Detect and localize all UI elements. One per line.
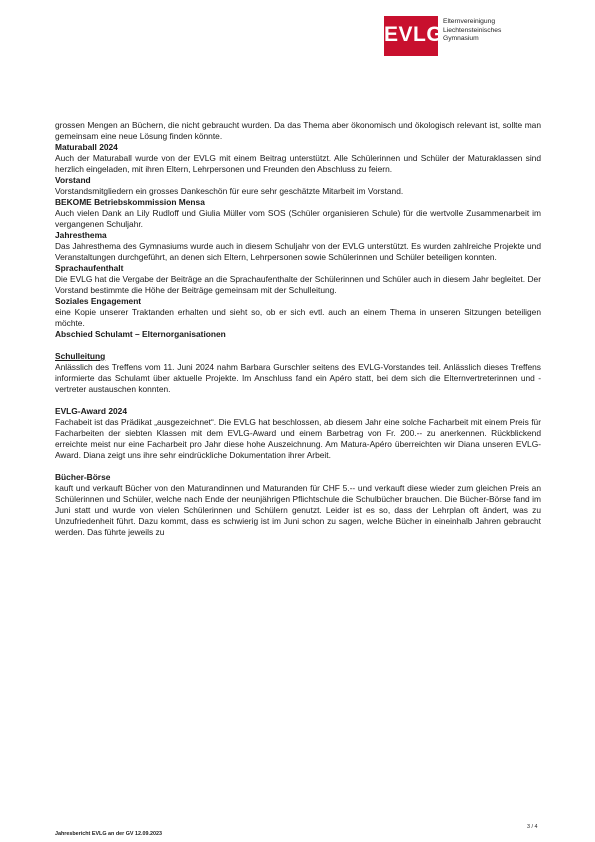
paragraph-schulleitung: Anlässlich des Treffens vom 11. Juni 2024 nahm Barbara Gurschler seitens des EVLG-Vorstandes teil. Anlässlich dieses Treffens informierte das Schulamt über aktuelle Projekte. Im Anschluss fand ein Apéro statt, bei dem sich die Elternvertreterinnen und -vertreter austauschen konnten. [55, 362, 541, 394]
paragraph-bekome: Auch vielen Dank an Lily Rudloff und Giulia Müller vom SOS (Schüler organisieren Schule) für die wertvolle Zusammenarbeit im vergangenen Schuljahr. [55, 208, 541, 229]
logo-wordmark [443, 18, 501, 44]
paragraph-intro: grossen Mengen an Büchern, die nicht gebraucht wurden. Da das Thema aber ökonomisch und ökologisch relevant ist, sollte man gemeinsam eine neue Lösung finden könnte. [55, 120, 541, 141]
spacer [55, 340, 541, 351]
heading-buecherboerse: Bücher-Börse [55, 472, 111, 482]
heading-schulleitung: Schulleitung [55, 351, 106, 361]
paragraph-soziales: eine Kopie unserer Traktanden erhalten und sieht so, ob er sich evtl. auch an einem Thema in unseren Sitzungen beteiligen möchte. [55, 307, 541, 328]
paragraph-jahresthema: Das Jahresthema des Gymnasiums wurde auch in diesem Schuljahr von der EVLG unterstützt. Es wurden zahlreiche Projekte und Veranstaltungen durchgeführt, an denen sich Eltern, Lehrpersonen sowie Schülerinnen und Schüler beteiligen konnten. [55, 241, 541, 262]
paragraph-award: Fachabeit ist das Prädikat „ausgezeichnet“. Die EVLG hat beschlossen, ab diesem Jahr eine solche Facharbeit mit einem Preis für Facharbeiten der siebten Klassen mit dem EVLG-Award und einem Barbetrag von Fr. 200.-- zu anerkennen. Rückblickend erreichte meist nur eine Facharbeit pro Jahr diese hohe Auszeichnung. Am Matura-Apéro überreichten wir Diana unseren EVLG-Award. Diana zeigt uns ihre sehr eindrückliche Dokumentation ihrer Arbeit. [55, 417, 541, 460]
paragraph-sprachaufenthalt: Die EVLG hat die Vergabe der Beiträge an die Sprachaufenthalte der Schülerinnen und Schüler auch in diesem Jahr begleitet. Der Vorstand bestimmte die Höhe der Beiträge gemeinsam mit der Schulleitung. [55, 274, 541, 295]
spacer [55, 461, 541, 472]
paragraph-buecherboerse: kauft und verkauft Bücher von den Maturandinnen und Maturanden für CHF 5.-- und verkauft diese wieder zum gleichen Preis an Schülerinnen und Schüler, welche nach Ende der neunjährigen Pflichtschule die Schulbücher brauchen. Die Bücher-Börse fand im Juni statt und wurde von vielen Schülerinnen und Schülern genutzt. Leider ist es so, dass der Lehrplan oft ändert, was zu Unzufriedenheit führt. Dazu kommt, dass es schwierig ist im Juni schon zu sagen, welche Bücher in eineinhalb Jahren gebraucht werden. Das führte jeweils zu [55, 483, 541, 537]
heading-sprachaufenthalt: Sprachaufenthalt [55, 263, 124, 273]
evlg-logo [384, 16, 584, 60]
logo-mark-text: EVLG [384, 23, 444, 46]
heading-vorstand: Vorstand [55, 175, 91, 185]
logo-line-2: Liechtensteinisches [443, 26, 502, 34]
heading-soziales: Soziales Engagement [55, 296, 142, 306]
logo-line-1: Elternvereinigung [443, 18, 496, 25]
paragraph-maturaball: Auch der Maturaball wurde von der EVLG mit einem Beitrag unterstützt. Alle Schülerinnen und Schüler der Maturaklassen sind herzlich eingeladen, mit ihren Eltern, Lehrpersonen und Freunden den Abschluss zu feiern. [55, 153, 541, 174]
evlg-logo-mark [384, 16, 444, 56]
footer-caption: Jahresbericht EVLG an der GV 12.09.2023 [55, 831, 162, 837]
heading-bekome: BEKOME Betriebskommission Mensa [55, 197, 205, 207]
logo-line-3: Gymnasium [443, 35, 479, 43]
spacer [55, 395, 541, 406]
heading-jahresthema: Jahresthema [55, 230, 107, 240]
heading-maturaball: Maturaball 2024 [55, 142, 118, 152]
paragraph-vorstand: Vorstandsmitgliedern ein grosses Dankeschön für eure sehr geschätzte Mitarbeit im Vorstand. [55, 186, 404, 196]
report-body [55, 120, 541, 538]
heading-abschied: Abschied Schulamt – Elternorganisationen [55, 329, 226, 339]
page-number: 3 / 4 [527, 824, 538, 830]
heading-award: EVLG-Award 2024 [55, 406, 127, 416]
